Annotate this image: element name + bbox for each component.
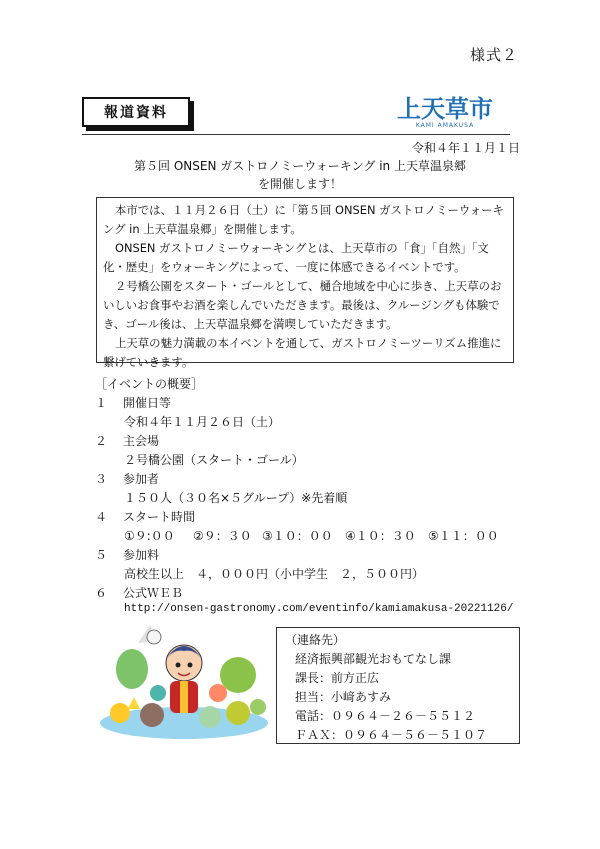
item-label: 参加料 (123, 548, 160, 562)
contact-fax: ＦＡＸ：０９６４－５６－５１０７ (295, 728, 488, 742)
item-label: 開催日等 (123, 396, 172, 410)
intro-paragraph-1: 本市では、１１月２６日（土）に「第５回 ONSEN ガストロノミーウォーキング in 上天草温泉郷」を開催します。 (103, 203, 504, 236)
overview-item-start-times (95, 508, 195, 525)
item-label: 参加者 (123, 472, 160, 486)
form-number: 様式２ (470, 46, 519, 64)
item-number: ５ (95, 548, 108, 562)
logo-subtext: KAMI AMAKUSA (415, 122, 475, 129)
overview-item-participants (95, 470, 159, 487)
item-number: ３ (95, 472, 108, 486)
intro-paragraph-2: ONSEN ガストロノミーウォーキングとは、上天草市の「食」「自然」「文化・歴史」をウォーキングによって、一度に体感できるイベントです。 (103, 241, 489, 274)
item-number: ４ (95, 510, 108, 524)
start-time-3: ③１０：００ (262, 529, 333, 543)
header-divider (82, 134, 510, 135)
event-date-value: 令和４年１１月２６日（土） (124, 415, 281, 429)
item-label: 主会場 (123, 434, 160, 448)
item-number: ２ (95, 434, 108, 448)
issue-date: 令和４年１１月１日 (411, 141, 520, 155)
intro-paragraph-3: ２号橋公園をスタート・ゴールとして、樋合地域を中心に歩き、上天草のおいしいお食事やお酒を楽しんでいただきます。最後は、クルージングも体験でき、ゴール後は、上天草温泉郷を満喫していただきます。 (103, 279, 502, 331)
contact-chief: 課長：前方正広 (295, 671, 380, 685)
venue-value: ２号橋公園（スタート・ゴール） (124, 453, 304, 467)
overview-item-website (95, 584, 183, 601)
overview-heading: ［イベントの概要］ (95, 377, 204, 391)
start-time-2: ②９：３０ (193, 529, 252, 543)
participants-value: １５０人（３０名×５グループ）※先着順 (124, 491, 348, 505)
contact-person: 担当：小﨑あすみ (295, 690, 392, 704)
website-link[interactable]: http://onsen-gastronomy.com/eventinfo/kamiamakusa-20221126/ (124, 603, 514, 615)
title-line-2: を開催します！ (257, 177, 342, 191)
start-time-5: ⑤１１：００ (428, 529, 499, 543)
contact-box (276, 627, 520, 744)
contact-heading: （連絡先） (285, 633, 346, 647)
title-line-1: 第５回 ONSEN ガストロノミーウォーキング in 上天草温泉郷 (134, 159, 466, 173)
item-number: １ (95, 396, 108, 410)
fee-value: 高校生以上 ４，０００円（小中学生 ２，５００円） (124, 567, 425, 581)
overview-item-venue (95, 432, 159, 449)
item-label: スタート時間 (123, 510, 196, 524)
item-number: ６ (95, 586, 108, 600)
contact-department: 経済振興部観光おもてなし課 (295, 652, 452, 666)
intro-box (96, 197, 514, 369)
press-release-label: 報道資料 (82, 97, 190, 127)
overview-item-fee (95, 546, 159, 563)
start-time-1: ①９:００ (124, 529, 175, 543)
mascot-illustration (98, 623, 270, 745)
overview-item-date (95, 394, 171, 411)
start-time-4: ④１０：３０ (345, 529, 416, 543)
contact-phone: 電話：０９６４－２６－５５１２ (295, 709, 476, 723)
intro-paragraph-4: 上天草の魅力満載の本イベントを通して、ガストロノミーツーリズム推進に繋げていきます。 (103, 336, 502, 369)
item-label: 公式ＷＥＢ (123, 586, 184, 600)
logo-text: 上天草市 (397, 95, 493, 123)
city-logo (383, 92, 508, 130)
